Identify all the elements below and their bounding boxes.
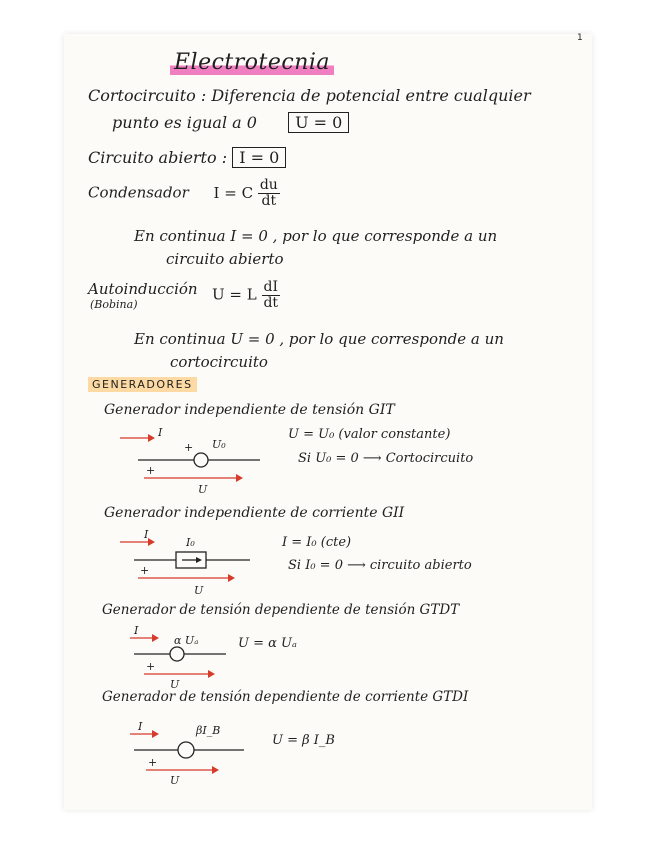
condensador-formula-lhs: I = C [213, 183, 254, 202]
autoinduccion-note-line2: cortocircuito [170, 353, 268, 371]
dependent-source-symbol [170, 647, 184, 661]
current-label: I [138, 720, 143, 733]
condensador-fraction-num: du [259, 177, 278, 193]
git-title: Generador independiente de tensión GIT [104, 402, 395, 418]
condensador-term: Condensador [88, 183, 189, 202]
polarity-plus: + [140, 564, 150, 577]
condensador-note-line2: circuito abierto [166, 250, 284, 268]
voltage-label: U [170, 678, 180, 691]
cortocircuito-line2 [112, 112, 349, 133]
dependent-source-symbol [178, 742, 194, 758]
gtdi-title: Generador de tensión dependiente de corriente GTDI [102, 689, 469, 705]
page-number: 1 [577, 33, 583, 43]
current-arrow-head [152, 730, 159, 738]
condensador-fraction-den: dt [261, 193, 277, 209]
condensador-fraction [258, 178, 280, 209]
gtdi-equation: U = β I_B [272, 733, 335, 748]
current-arrow-head [148, 538, 155, 546]
voltage-label: U [198, 483, 208, 496]
cortocircuito-definition-cont: punto es igual a 0 [112, 113, 257, 132]
source-inner-arrow-head [196, 557, 202, 563]
circuito-abierto-colon: : [221, 148, 228, 167]
autoinduccion-formula [212, 280, 280, 311]
autoinduccion-fraction-num: dI [263, 279, 278, 295]
voltage-label: U [170, 774, 180, 787]
gtdt-circuit-diagram [128, 624, 238, 694]
gii-equation-2: Si I₀ = 0 ⟶ circuito abierto [288, 558, 472, 573]
autoinduccion-note-line1: En continua U = 0 , por lo que corresponde a un [134, 330, 504, 348]
cortocircuito-term: Cortocircuito [88, 86, 196, 105]
gii-equation-1: I = I₀ (cte) [282, 535, 352, 550]
current-label: I [144, 528, 149, 541]
autoinduccion-fraction-den: dt [263, 295, 279, 311]
voltage-arrow-head [212, 766, 219, 774]
cortocircuito-definition: : Diferencia de potencial entre cualquier [200, 86, 531, 105]
circuito-abierto-formula: I = 0 [232, 147, 286, 168]
condensador-line [88, 178, 280, 209]
current-arrow-head [152, 634, 159, 642]
voltage-arrow-head [228, 574, 235, 582]
git-equation-2: Si U₀ = 0 ⟶ Cortocircuito [298, 451, 474, 466]
gii-circuit-diagram [120, 528, 260, 598]
git-equation-1: U = U₀ (valor constante) [288, 427, 451, 442]
polarity-plus: + [146, 660, 156, 673]
polarity-plus: + [184, 441, 194, 454]
autoinduccion-term: Autoinducción [88, 280, 198, 298]
source-label: I₀ [186, 536, 195, 549]
gtdi-circuit-diagram [128, 720, 268, 788]
condensador-note-line1: En continua I = 0 , por lo que corresponde a un [134, 227, 498, 245]
gtdt-title: Generador de tensión dependiente de tensión GTDT [102, 602, 460, 618]
source-label: βI_B [196, 724, 221, 737]
voltage-label: U [194, 584, 204, 597]
current-label: I [134, 624, 139, 637]
cortocircuito-formula: U = 0 [288, 112, 349, 133]
section-heading-generadores: GENERADORES [88, 377, 197, 392]
autoinduccion-subtitle: (Bobina) [90, 298, 138, 311]
polarity-plus: + [148, 756, 158, 769]
circuito-abierto-term: Circuito abierto [88, 148, 217, 167]
page-title: Electrotecnia [170, 50, 334, 77]
current-label: I [158, 426, 163, 439]
autoinduccion-formula-lhs: U = L [212, 285, 257, 304]
circuito-abierto-line [88, 147, 286, 168]
source-label: α Uₐ [174, 634, 199, 647]
current-arrow-head [148, 434, 155, 442]
cortocircuito-line1 [88, 86, 531, 105]
voltage-source-symbol [194, 453, 208, 467]
source-label: U₀ [212, 438, 226, 451]
gtdt-equation: U = α Uₐ [238, 636, 297, 651]
gii-title: Generador independiente de corriente GII [104, 505, 405, 521]
voltage-arrow-head [208, 670, 215, 678]
autoinduccion-fraction [262, 280, 281, 311]
voltage-arrow-head [236, 474, 243, 482]
git-circuit-diagram [120, 426, 270, 498]
polarity-plus-bottom: + [146, 464, 156, 477]
